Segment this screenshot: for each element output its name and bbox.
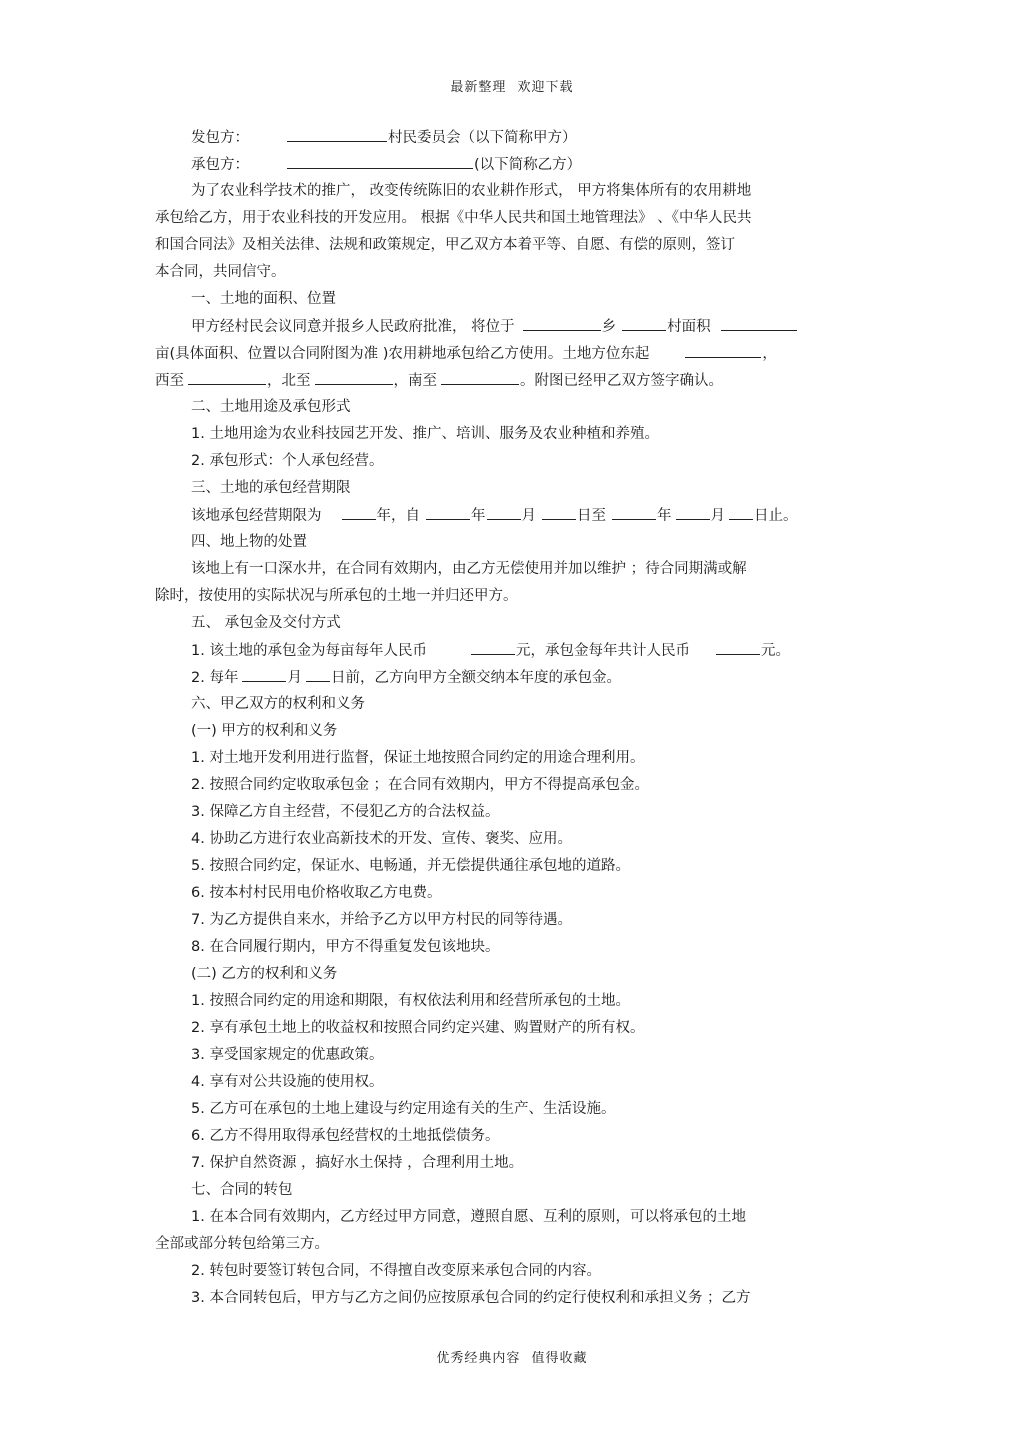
contract-line: 7. 保护自然资源 ，搞好水土保持 ，合理利用土地。 [191, 1155, 524, 1171]
contract-line: 和国合同法》及相关法律、法规和政策规定，甲乙双方本着平等、自愿、有偿的原则，签订 [155, 237, 735, 253]
contract-line: 2. 享有承包土地上的收益权和按照合同约定兴建、购置财产的所有权。 [191, 1020, 645, 1036]
blank-field[interactable] [721, 315, 797, 331]
contract-line: 2. 按照合同约定收取承包金 ；在合同有效期内，甲方不得提高承包金。 [191, 777, 650, 793]
contract-line: 西至 ，北至 ，南至 。附图已经甲乙双方签字确认。 [155, 369, 723, 392]
section-heading: 四、地上物的处置 [191, 534, 307, 550]
contract-line: 本合同，共同信守。 [155, 264, 286, 280]
contract-line: 该地承包经营期限为 年，自 年 月 日至 年 月 日止。 [191, 504, 798, 527]
contract-line: 1. 对土地开发利用进行监督，保证土地按照合同约定的用途合理利用。 [191, 750, 645, 766]
blank-field[interactable] [612, 504, 656, 520]
contract-line: 5. 按照合同约定，保证水、电畅通，并无偿提供通往承包地的道路。 [191, 858, 630, 874]
blank-field[interactable] [342, 504, 376, 520]
blank-field[interactable] [441, 369, 519, 385]
blank-field[interactable] [188, 369, 266, 385]
blank-field[interactable] [542, 504, 576, 520]
blank-field[interactable] [242, 666, 286, 682]
contract-line: 该地上有一口深水井，在合同有效期内，由乙方无偿使用并加以维护 ；待合同期满或解 [191, 561, 747, 577]
contract-line: 3. 保障乙方自主经营，不侵犯乙方的合法权益。 [191, 804, 500, 820]
contract-line: 为了农业科学技术的推广， 改变传统陈旧的农业耕作形式， 甲方将集体所有的农用耕地 [191, 183, 752, 199]
contract-line: 6. 按本村村民用电价格收取乙方电费。 [191, 885, 442, 901]
contract-line: 4. 协助乙方进行农业高新技术的开发、宣传、褒奖、应用。 [191, 831, 572, 847]
blank-field[interactable] [287, 153, 473, 169]
blank-field[interactable] [471, 639, 515, 655]
blank-field[interactable] [685, 342, 761, 358]
blank-field[interactable] [729, 504, 753, 520]
section-heading: 二、土地用途及承包形式 [191, 399, 351, 415]
contract-line: 发包方： 村民委员会（以下简称甲方） [191, 126, 577, 149]
section-heading: 五、 承包金及交付方式 [191, 615, 341, 631]
contract-line: 1. 土地用途为农业科技园艺开发、推广、培训、服务及农业种植和养殖。 [191, 426, 659, 442]
blank-field[interactable] [306, 666, 330, 682]
page-header: 最新整理 欢迎下载 [450, 80, 574, 95]
blank-field[interactable] [426, 504, 470, 520]
contract-line: 2. 转包时要签订转包合同，不得擅自改变原来承包合同的内容。 [191, 1263, 601, 1279]
contract-line: 8. 在合同履行期内，甲方不得重复发包该地块。 [191, 939, 500, 955]
contract-line: 4. 享有对公共设施的使用权。 [191, 1074, 384, 1090]
section-heading: 六、甲乙双方的权利和义务 [191, 696, 365, 712]
contract-line: 1. 按照合同约定的用途和期限，有权依法利用和经营所承包的土地。 [191, 993, 630, 1009]
page-footer: 优秀经典内容 值得收藏 [436, 1351, 588, 1366]
blank-field[interactable] [315, 369, 393, 385]
section-heading: 三、土地的承包经营期限 [191, 480, 351, 496]
contract-line: 承包给乙方，用于农业科技的开发应用。 根据《中华人民共和国土地管理法》 、《中华人民共 [155, 210, 752, 226]
subsection-heading: (二) 乙方的权利和义务 [191, 966, 338, 982]
blank-field[interactable] [622, 315, 666, 331]
contract-line: 3. 本合同转包后，甲方与乙方之间仍应按原承包合同的约定行使权利和承担义务 ；乙方 [191, 1290, 751, 1306]
contract-line: 亩(具体面积、位置以合同附图为准 )农用耕地承包给乙方使用。土地方位东起 ， [155, 342, 777, 365]
contract-line: 甲方经村民会议同意并报乡人民政府批准， 将位于 乡 村面积 [191, 315, 798, 338]
blank-field[interactable] [523, 315, 601, 331]
blank-field[interactable] [716, 639, 760, 655]
contract-line: 3. 享受国家规定的优惠政策。 [191, 1047, 384, 1063]
contract-line: 全部或部分转包给第三方。 [155, 1236, 329, 1252]
contract-line: 承包方： (以下简称乙方） [191, 153, 581, 176]
blank-field[interactable] [676, 504, 710, 520]
contract-line: 2. 每年 月 日前，乙方向甲方全额交纳本年度的承包金。 [191, 666, 621, 689]
contract-line: 1. 该土地的承包金为每亩每年人民币 元，承包金每年共计人民币 元。 [191, 639, 790, 662]
contract-line: 7. 为乙方提供自来水，并给予乙方以甲方村民的同等待遇。 [191, 912, 572, 928]
blank-field[interactable] [287, 126, 387, 142]
contract-line: 1. 在本合同有效期内，乙方经过甲方同意，遵照自愿、互利的原则，可以将承包的土地 [191, 1209, 746, 1225]
blank-field[interactable] [487, 504, 521, 520]
subsection-heading: (一) 甲方的权利和义务 [191, 723, 338, 739]
contract-line: 除时，按使用的实际状况与所承包的土地一并归还甲方。 [155, 588, 518, 604]
contract-line: 2. 承包形式：个人承包经营。 [191, 453, 384, 469]
contract-line: 6. 乙方不得用取得承包经营权的土地抵偿债务。 [191, 1128, 500, 1144]
section-heading: 七、合同的转包 [191, 1182, 293, 1198]
section-heading: 一、土地的面积、位置 [191, 291, 336, 307]
contract-line: 5. 乙方可在承包的土地上建设与约定用途有关的生产、生活设施。 [191, 1101, 616, 1117]
